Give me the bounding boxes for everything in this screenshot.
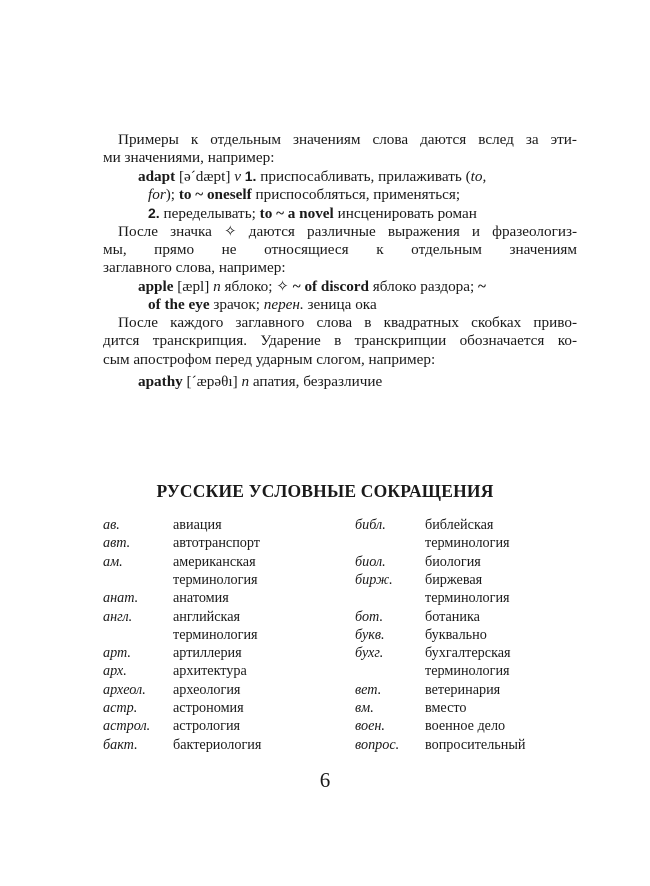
abbreviation: вет.: [355, 681, 382, 698]
abbreviation-meaning: авиация: [173, 517, 222, 533]
abbreviation-meaning: археология: [173, 681, 241, 698]
text-segment: переделывать;: [159, 205, 260, 222]
text-segment: зеница ока: [303, 296, 377, 313]
italic-text: перен.: [263, 296, 304, 313]
text-line: [138, 278, 486, 296]
abbreviation-meaning: терминология: [425, 663, 510, 680]
abbreviation: библ.: [355, 517, 386, 533]
text-line: [118, 223, 577, 241]
text-segment: Примеры к отдельным значениям слова даются вслед за эти-: [118, 131, 577, 148]
abbreviation: астрол.: [103, 718, 151, 735]
headword: ~: [478, 278, 486, 295]
abbreviation: вопрос.: [355, 736, 400, 753]
abbreviation-meaning: архитектура: [173, 663, 247, 680]
text-line: [148, 204, 477, 223]
abbreviation-meaning: биология: [425, 553, 481, 570]
abbreviation-meaning: терминология: [425, 590, 510, 607]
text-segment: сым апострофом перед ударным слогом, например:: [103, 351, 436, 368]
text-line: [138, 373, 382, 391]
abbreviation-meaning: американская: [173, 553, 256, 570]
text-segment: яблоко раздора;: [369, 278, 479, 295]
abbreviation-meaning: астрономия: [173, 700, 244, 716]
headword: ~ of discord: [292, 278, 369, 295]
text-segment: );: [165, 186, 179, 203]
text-line: [118, 131, 577, 149]
text-segment: зрачок;: [209, 296, 264, 313]
abbreviation: вм.: [355, 700, 374, 716]
abbreviation: бирж.: [355, 571, 393, 588]
text-segment: [ə´dæpt]: [175, 168, 235, 185]
text-segment: мы, прямо не относящиеся к отдельным значениям: [103, 241, 577, 258]
abbreviation-meaning: военное дело: [425, 718, 506, 735]
abbreviation-meaning: терминология: [425, 535, 510, 552]
italic-text: v: [234, 168, 241, 185]
abbreviation: арх.: [103, 663, 127, 680]
text-segment: [æpl]: [173, 278, 214, 295]
text-segment: ми значениями, например:: [103, 149, 275, 166]
italic-text: for: [148, 186, 166, 203]
section-heading: РУССКИЕ УСЛОВНЫЕ СОКРАЩЕНИЯ: [156, 481, 494, 501]
italic-text: n: [213, 278, 221, 295]
abbreviation: воен.: [355, 718, 385, 735]
abbreviation-meaning: анатомия: [173, 590, 229, 607]
abbreviation: ам.: [103, 553, 123, 570]
text-segment: 2.: [148, 205, 160, 221]
italic-text: to,: [470, 168, 487, 185]
text-segment: апатия, безразличие: [249, 373, 383, 390]
abbreviation: бот.: [355, 608, 384, 625]
headword: adapt: [138, 168, 176, 185]
abbreviation-meaning: буквально: [425, 626, 487, 643]
text-line: [103, 332, 577, 350]
abbreviation: археол.: [103, 681, 146, 698]
abbreviation: англ.: [103, 608, 133, 625]
abbreviation-meaning: английская: [173, 608, 241, 625]
abbreviation: биол.: [355, 553, 386, 570]
text-segment: 1.: [244, 168, 257, 184]
abbreviation-meaning: ботаника: [425, 608, 480, 625]
abbreviation: ав.: [103, 517, 120, 533]
headword: to ~ a novel: [259, 205, 334, 222]
text-line: [148, 296, 377, 314]
abbreviation-meaning: автотранспорт: [173, 535, 261, 552]
headword: to ~ oneself: [178, 186, 252, 203]
text-line: [148, 186, 460, 204]
text-segment: После каждого заглавного слова в квадратных скобках приво-: [118, 314, 577, 331]
abbreviation: арт.: [103, 645, 131, 662]
page-number: 6: [319, 768, 331, 792]
abbreviation: астр.: [103, 700, 138, 716]
abbreviation-meaning: терминология: [173, 571, 258, 588]
headword: apathy: [138, 373, 183, 390]
text-segment: дится транскрипция. Ударение в транскрипции обозначается ко-: [103, 332, 577, 349]
abbreviation-meaning: астрология: [173, 718, 241, 735]
text-segment: [´æpəθı]: [182, 373, 242, 390]
headword: of the eye: [148, 296, 210, 313]
text-segment: приспосабливать, прилаживать (: [256, 168, 471, 185]
abbreviation-meaning: вместо: [425, 700, 467, 716]
abbreviation: бакт.: [103, 736, 138, 753]
text-segment: После значка ✧ даются различные выражения и фразеологиз-: [118, 223, 577, 240]
headword: apple: [138, 278, 174, 295]
text-segment: яблоко; ✧: [220, 278, 293, 295]
abbreviation-meaning: артиллерия: [173, 645, 242, 662]
abbreviation-meaning: терминология: [173, 626, 258, 643]
abbreviation-meaning: ветеринария: [425, 681, 501, 698]
text-segment: заглавного слова, например:: [103, 259, 286, 276]
text-line: [103, 149, 274, 167]
text-segment: инсценировать роман: [333, 205, 477, 222]
text-line: [103, 241, 577, 259]
abbreviation: анат.: [103, 590, 139, 607]
abbreviation: авт.: [103, 535, 131, 552]
abbreviation-meaning: бактериология: [173, 736, 262, 753]
text-line: [103, 259, 286, 277]
text-line: [138, 167, 486, 186]
text-segment: приспособляться, применяться;: [251, 186, 461, 203]
abbreviation: бухг.: [355, 645, 384, 662]
text-line: [103, 351, 435, 369]
italic-text: n: [241, 373, 250, 390]
abbreviation-meaning: бухгалтерская: [425, 645, 511, 662]
abbreviation-meaning: библейская: [425, 517, 494, 533]
abbreviation-meaning: вопросительный: [425, 736, 526, 753]
text-line: [118, 314, 577, 332]
abbreviation-meaning: биржевая: [425, 571, 483, 588]
abbreviation: букв.: [355, 626, 385, 643]
